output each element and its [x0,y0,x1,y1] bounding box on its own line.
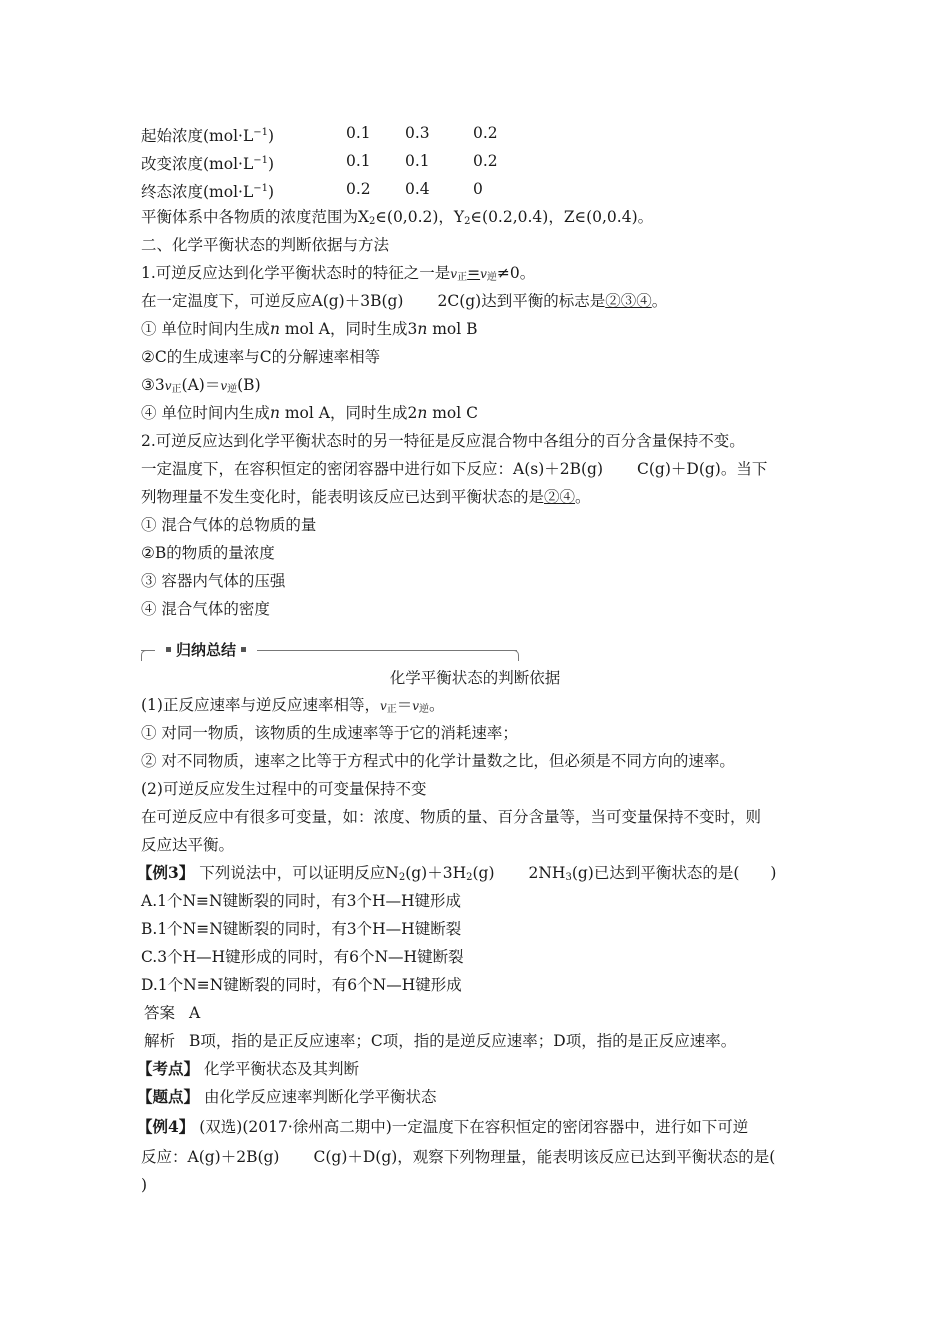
row-label: 改变浓度(mol·L [141,155,254,173]
paragraph: 在可逆反应中有很多可变量，如：浓度、物质的量、百分含量等，当可变量保持不变时，则 [141,808,762,826]
symbol-v: v [450,267,458,281]
example-tag: 【例3】 [137,863,195,882]
square-bullet-icon [241,647,246,652]
text: ③3 [141,376,165,394]
text: (1)正反应速率与逆反应速率相等， [141,696,380,714]
value-y2: 0.1 [405,152,430,170]
underlined-answer: ②④ [544,488,576,506]
paragraph: (2)可逆反应发生过程中的可变量保持不变 [141,780,427,798]
text: 2NH [528,864,566,882]
option-item: ③ 容器内气体的压强 [141,572,286,590]
symbol-n: n [269,404,280,422]
option-item: ① 混合气体的总物质的量 [141,516,317,534]
subscript: 2 [466,872,473,883]
table-row [141,123,498,146]
subscript: 3 [565,872,572,883]
text: 。 [429,696,445,714]
example-tag: 【例4】 [137,1117,195,1136]
subscript: 2 [369,216,376,227]
text: ∈(0,0.2)，Y [375,208,465,226]
unit-superscript: −1 [253,155,269,166]
subscript: 2 [398,872,406,883]
subscript: 正 [386,704,397,715]
choice-b: B.1个N≡N键断裂的同时，有3个H—H键断裂 [141,920,462,938]
row-label-close: ) [268,127,275,145]
example-4-question-cont [141,1147,775,1167]
text: 反应：A(g)＋2B(g) [141,1148,280,1166]
subscript: 2 [464,216,471,227]
tidian-line [137,1087,436,1107]
text: ④ 单位时间内生成 [141,404,270,422]
divider [512,650,519,661]
value-x2: 0.1 [346,124,371,142]
subscript: 逆 [227,384,238,395]
paragraph: ② 对不同物质，速率之比等于方程式中的化学计量数之比，但必须是不同方向的速率。 [141,752,735,770]
option-item [141,375,261,400]
table-row [141,179,483,202]
text: 1.可逆反应达到化学平衡状态时的特征之一是 [141,264,451,282]
text: (g) [472,864,495,882]
unit-superscript: −1 [253,183,269,194]
symbol-v: v [379,699,387,713]
option-item: ②C的生成速率与C的分解速率相等 [141,348,381,366]
answer-line [144,1003,200,1023]
square-bullet-icon [166,647,171,652]
text: (双选)(2017·徐州高二期中)一定温度下在容积恒定的密闭容器中，进行如下可逆 [199,1118,749,1136]
range-paragraph [141,207,653,232]
option-item: ②B的物质的量浓度 [141,544,275,562]
subscript: 逆 [419,704,430,715]
symbol-v: v [164,379,172,393]
text: (B) [237,376,261,394]
tidian-tag: 【题点】 [137,1087,200,1106]
symbol-n: n [417,320,428,338]
text: C(g)＋D(g)。当下 [637,460,768,478]
row-label: 起始浓度(mol·L [141,127,254,145]
choice-c: C.3个H—H键形成的同时，有6个N—H键断裂 [141,948,464,966]
summary-tag-label: 归纳总结 [176,641,237,659]
subscript: 正 [171,384,182,395]
text: mol C [427,404,479,422]
answer-label: 答案 [144,1004,176,1022]
summary-header [141,640,519,662]
paragraph [141,291,667,311]
value-x2: 0.2 [346,180,371,198]
paragraph [141,263,535,288]
text: (g)＋3H [405,864,467,882]
row-label: 终态浓度(mol·L [141,183,254,201]
analysis-line [144,1031,736,1051]
choice-d: D.1个N≡N键断裂的同时，有6个N—H键形成 [141,976,462,994]
text: ≠0。 [496,264,536,282]
divider [141,650,148,661]
text: 在一定温度下，可逆反应A(g)＋3B(g) [141,292,404,310]
value-z: 0.2 [473,124,498,142]
kaodian-line [137,1059,359,1079]
table-row [141,151,498,174]
tidian-text: 由化学反应速率判断化学平衡状态 [203,1088,437,1106]
text: C(g)＋D(g)，观察下列物理量，能表明该反应已达到平衡状态的是( [313,1148,776,1166]
symbol-v: v [220,379,228,393]
paragraph [141,695,445,720]
text: ∈(0.2,0.4)，Z∈(0,0.4)。 [470,208,654,226]
text: 2C(g)达到平衡的标志是 [437,292,606,310]
value-x2: 0.1 [346,152,371,170]
text: mol A，同时生成2 [279,404,418,422]
value-z: 0.2 [473,152,498,170]
text: 一定温度下，在容积恒定的密闭容器中进行如下反应：A(s)＋2B(g) [141,460,604,478]
text: (A)＝ [181,376,221,394]
value-z: 0 [473,180,483,198]
symbol-n: n [269,320,280,338]
subscript: 正 [457,272,468,283]
text: mol B [427,320,478,338]
symbol-v: v [412,699,420,713]
subscript: 逆 [486,272,497,283]
text: ① 单位时间内生成 [141,320,270,338]
value-y2: 0.3 [405,124,430,142]
analysis-label: 解析 [144,1032,176,1050]
text: 。 [575,488,591,506]
kaodian-tag: 【考点】 [137,1059,200,1078]
text: 。 [651,292,668,310]
row-label-close: ) [268,183,275,201]
example-4-question [137,1117,748,1137]
choice-a: A.1个N≡N键断裂的同时，有3个H—H键形成 [141,892,461,910]
option-item [141,319,478,339]
paragraph [141,459,767,479]
text: mol A，同时生成3 [279,320,418,338]
text: 列物理量不发生变化时，能表明该反应已达到平衡状态的是 [141,488,545,506]
option-item: ④ 混合气体的密度 [141,600,270,618]
paragraph: 反应达平衡。 [141,836,235,854]
value-y2: 0.4 [405,180,430,198]
paragraph: ① 对同一物质，该物质的生成速率等于它的消耗速率； [141,724,518,742]
analysis-text: B项，指的是正反应速率；C项，指的是逆反应速率；D项，指的是正反应速率。 [189,1032,737,1050]
underlined-answer: ②③④ [605,292,652,310]
text: 下列说法中，可以证明反应N [199,864,399,882]
equals-sign: ＝ [396,696,413,714]
text: (g)已达到平衡状态的是( ) [571,864,777,882]
example-3-question [137,863,776,888]
option-item [141,403,478,423]
text: 平衡体系中各物质的浓度范围为X [141,208,370,226]
symbol-v: v [480,267,487,281]
unit-superscript: −1 [253,127,269,138]
paragraph [141,487,591,507]
answer-value: A [189,1004,201,1022]
kaodian-text: 化学平衡状态及其判断 [203,1060,359,1078]
summary-title: 化学平衡状态的判断依据 [389,669,561,687]
summary-tag [155,640,257,660]
section-heading: 二、化学平衡状态的判断依据与方法 [141,236,390,254]
equals-sign: = [467,264,481,282]
row-label-close: ) [268,155,275,173]
example-4-question-end: ) [141,1176,148,1194]
symbol-n: n [417,404,428,422]
paragraph: 2.可逆反应达到化学平衡状态时的另一特征是反应混合物中各组分的百分含量保持不变。 [141,432,745,450]
